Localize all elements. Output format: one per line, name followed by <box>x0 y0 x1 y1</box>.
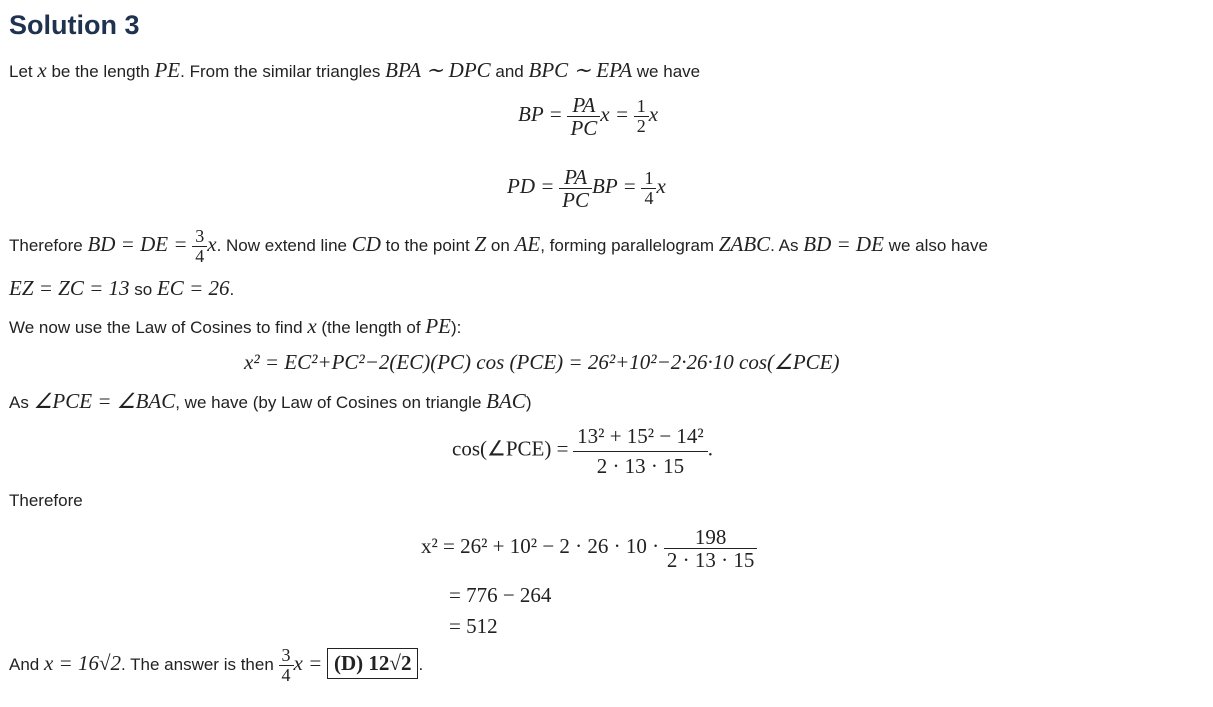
intro-line <box>9 58 700 83</box>
text: , we have (by Law of Cosines on triangle <box>175 393 482 412</box>
numerator: 13² + 15² − 14² <box>573 425 708 452</box>
text: . As <box>770 235 799 255</box>
numerator: 3 <box>279 646 294 666</box>
text: And <box>9 654 40 674</box>
eq-mid: BP = <box>592 174 637 199</box>
page-title: Solution 3 <box>9 10 140 40</box>
denominator: PC <box>562 188 589 213</box>
eq-lhs: cos(∠PCE) = <box>452 436 569 461</box>
eq-lhs: BP = <box>518 102 563 127</box>
fraction <box>567 94 600 139</box>
fraction <box>641 169 656 208</box>
numerator: 1 <box>634 97 649 117</box>
denominator: PC <box>570 116 598 141</box>
equation-pd <box>507 166 666 211</box>
math: ∠PCE = ∠BAC <box>33 389 176 413</box>
equation-x-squared <box>421 526 757 571</box>
math: Z <box>474 231 487 256</box>
numerator: PA <box>567 94 600 117</box>
fraction <box>192 227 207 266</box>
eq-rhs: x <box>656 174 666 199</box>
fraction <box>664 526 758 571</box>
text: we also have <box>888 235 988 255</box>
text: . <box>418 654 424 674</box>
math-similar-2: BPC ∼ EPA <box>528 58 633 82</box>
text: ): <box>451 318 462 337</box>
math: AE <box>514 231 541 256</box>
paragraph-line-4 <box>9 314 461 339</box>
paragraph-line-2 <box>9 227 988 266</box>
math: BD = DE <box>803 231 884 256</box>
equation-row-3: = 512 <box>449 614 498 638</box>
text: . The answer is then <box>121 654 274 674</box>
denominator: 2 <box>636 116 646 137</box>
numerator: 1 <box>641 169 656 189</box>
numerator: PA <box>559 166 592 189</box>
text: we have <box>636 62 701 81</box>
text: . From the similar triangles <box>180 62 381 81</box>
fraction <box>634 97 649 136</box>
text: be the length <box>51 62 150 81</box>
final-answer-line <box>9 646 423 685</box>
fraction <box>559 166 592 211</box>
equation-row-2: = 776 − 264 <box>449 583 552 607</box>
equation-bp <box>518 94 658 139</box>
math: x = 16√2 <box>43 650 122 675</box>
therefore-text: Therefore <box>9 491 83 510</box>
math: EZ = ZC = 13 <box>9 276 130 300</box>
eq-rhs: x <box>648 102 659 127</box>
denominator: 4 <box>281 664 291 685</box>
answer-box: (D) 12√2 <box>327 648 418 679</box>
math: BD = DE = <box>87 231 188 256</box>
math: EC = 26 <box>156 276 230 300</box>
math: x = <box>293 650 323 675</box>
math-x: x <box>37 58 47 82</box>
text: . Now extend line <box>216 235 347 255</box>
paragraph-line-5 <box>9 389 531 414</box>
math: CD <box>351 231 381 256</box>
numerator: 198 <box>664 526 758 549</box>
fraction <box>573 425 708 477</box>
text: (the length of <box>321 318 421 337</box>
denominator: 4 <box>644 188 654 209</box>
text: on <box>490 235 510 255</box>
math: x <box>207 231 217 256</box>
text: , forming parallelogram <box>540 235 715 255</box>
text: . <box>707 436 713 461</box>
equation-cos <box>452 425 713 477</box>
text: Let <box>9 62 33 81</box>
text: ) <box>525 393 532 412</box>
paragraph-line-3 <box>9 276 234 301</box>
math: PE <box>425 314 452 338</box>
text: . <box>229 280 235 299</box>
text: As <box>9 393 29 412</box>
math-similar-1: BPA ∼ DPC <box>385 58 491 82</box>
math: ZABC <box>718 231 771 256</box>
text: and <box>495 62 524 81</box>
text: to the point <box>385 235 470 255</box>
numerator: 3 <box>192 227 207 247</box>
text: Therefore <box>9 235 83 255</box>
text: We now use the Law of Cosines to find <box>9 318 303 337</box>
math: x <box>307 314 317 338</box>
eq-mid: x = <box>600 102 630 127</box>
text: so <box>134 280 153 299</box>
eq-lhs: PD = <box>507 174 555 199</box>
denominator: 2 · 13 · 15 <box>666 548 755 573</box>
eq-lhs: x² = 26² + 10² − 2 · 26 · 10 · <box>421 534 660 559</box>
denominator: 2 · 13 · 15 <box>596 454 685 479</box>
math-pe: PE <box>154 58 181 82</box>
fraction <box>279 646 294 685</box>
equation-law-of-cosines: x² = EC²+PC²−2(EC)(PC) cos (PCE) = 26²+10²−2·26·10 cos(∠PCE) <box>244 350 840 374</box>
math: BAC <box>486 389 526 413</box>
denominator: 4 <box>195 245 205 266</box>
